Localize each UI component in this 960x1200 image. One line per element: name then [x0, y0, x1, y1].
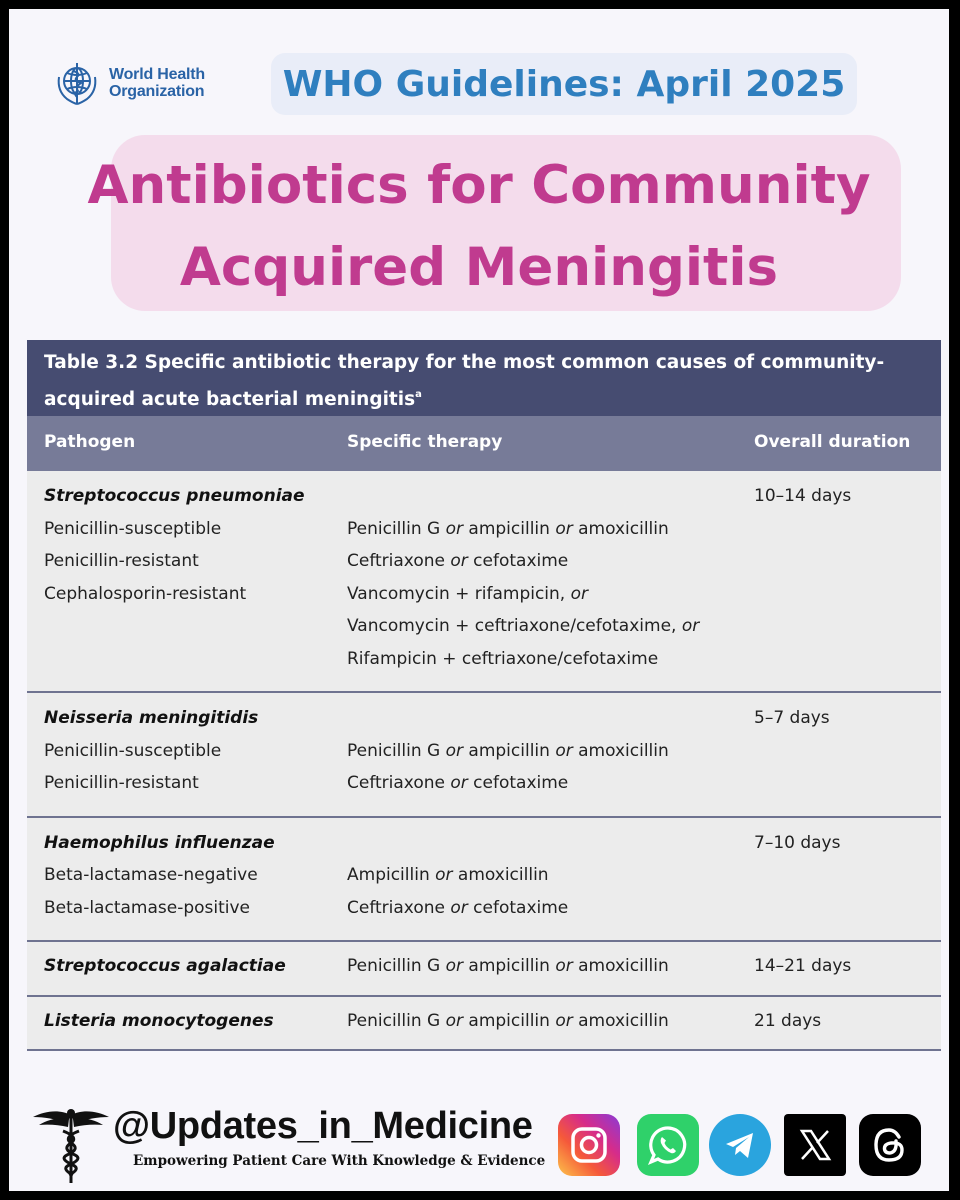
- who-name-line1: World Health: [109, 66, 205, 83]
- tagline: Empowering Patient Care With Knowledge & Evidence: [133, 1153, 546, 1169]
- antibiotic-table: [27, 340, 941, 1051]
- therapy-connector: or: [445, 1010, 463, 1031]
- whatsapp-link[interactable]: [637, 1114, 699, 1176]
- pathogen-row: [27, 829, 941, 862]
- subtype-cell: Penicillin-resistant: [44, 773, 199, 793]
- therapy-text: Ceftriaxone: [347, 773, 451, 793]
- therapy-text: Penicillin G: [347, 1010, 446, 1031]
- who-emblem-icon: [51, 57, 103, 109]
- therapy-connector: or: [445, 740, 463, 761]
- table-row: [27, 645, 941, 678]
- table-header-row: [27, 416, 941, 471]
- therapy-connector: or: [555, 518, 573, 539]
- x-icon: [792, 1122, 838, 1168]
- therapy-connector: or: [450, 551, 468, 571]
- account-handle: @Updates_in_Medicine: [113, 1105, 533, 1147]
- therapy-text: Ceftriaxone: [347, 897, 451, 918]
- guideline-banner: [271, 53, 857, 115]
- therapy-text: cefotaxime: [467, 897, 569, 918]
- therapy-text: ampicillin: [463, 740, 556, 761]
- pathogen-name: Streptococcus agalactiae: [44, 956, 286, 976]
- table-caption: [27, 340, 941, 416]
- therapy-connector: or: [445, 518, 463, 539]
- therapy-connector: or: [435, 865, 453, 885]
- table-row: [27, 547, 941, 580]
- therapy-text: Ceftriaxone: [347, 551, 451, 571]
- telegram-icon: [717, 1122, 763, 1168]
- therapy-cell: [347, 741, 669, 761]
- pathogen-group: [27, 942, 941, 997]
- pathogen-group: [27, 693, 941, 818]
- therapy-text: amoxicillin: [572, 740, 669, 761]
- therapy-text: Penicillin G: [347, 518, 446, 539]
- pathogen-name: Neisseria meningitidis: [44, 708, 259, 728]
- table-caption-line1: Table 3.2 Specific antibiotic therapy for the most common causes of community-: [44, 352, 885, 373]
- therapy-connector: or: [450, 773, 468, 793]
- pathogen-name: Haemophilus influenzae: [44, 832, 275, 853]
- infographic-page: [9, 9, 949, 1191]
- table-row: [27, 861, 941, 894]
- who-logo: [51, 57, 205, 109]
- subtype-cell: Beta-lactamase-positive: [44, 897, 251, 918]
- therapy-cell: [347, 519, 669, 539]
- pathogen-name: Listeria monocytogenes: [44, 1010, 274, 1031]
- therapy-text: ampicillin: [463, 1010, 556, 1031]
- pathogen-name: Streptococcus pneumoniae: [44, 486, 305, 506]
- banner-text: WHO Guidelines: April 2025: [282, 63, 846, 105]
- therapy-text: amoxicillin: [572, 1010, 669, 1031]
- subtype-cell: Penicillin-resistant: [44, 551, 199, 571]
- duration-cell: 5–7 days: [754, 708, 830, 728]
- therapy-cell: [347, 898, 568, 918]
- therapy-text: ampicillin: [463, 518, 556, 539]
- pathogen-group: [27, 818, 941, 943]
- column-header-therapy: Specific therapy: [347, 432, 503, 452]
- therapy-cell: [347, 773, 568, 793]
- pathogen-row: [27, 1007, 941, 1040]
- column-header-duration: Overall duration: [754, 432, 911, 452]
- instagram-icon: [566, 1122, 612, 1168]
- therapy-connector: or: [555, 1010, 573, 1031]
- table-row: [27, 737, 941, 770]
- duration-cell: 7–10 days: [754, 832, 841, 853]
- table-row: [27, 769, 941, 802]
- therapy-cell: [347, 616, 699, 636]
- pathogen-group: [27, 471, 941, 693]
- pathogen-row: [27, 704, 941, 737]
- table-row: [27, 894, 941, 927]
- threads-icon: [867, 1122, 913, 1168]
- pathogen-row: [27, 952, 941, 985]
- whatsapp-icon: [645, 1122, 691, 1168]
- page-title-line1: Antibiotics for Community: [87, 155, 871, 216]
- therapy-text: Ampicillin: [347, 865, 436, 885]
- table-row: [27, 515, 941, 548]
- therapy-text: amoxicillin: [572, 518, 669, 539]
- therapy-text: cefotaxime: [467, 551, 569, 571]
- therapy-cell: [347, 649, 658, 669]
- duration-cell: 21 days: [754, 1010, 822, 1031]
- therapy-text: Penicillin G: [347, 956, 446, 976]
- therapy-connector: or: [570, 583, 588, 604]
- therapy-text: Vancomycin + ceftriaxone/cefotaxime,: [347, 616, 682, 636]
- therapy-connector: or: [450, 897, 468, 918]
- duration-cell: 10–14 days: [754, 486, 852, 506]
- therapy-text: Rifampicin + ceftriaxone/cefotaxime: [347, 648, 659, 669]
- therapy-text: Penicillin G: [347, 740, 446, 761]
- therapy-connector: or: [555, 740, 573, 761]
- subtype-cell: Penicillin-susceptible: [44, 518, 222, 539]
- pathogen-row: [27, 482, 941, 515]
- who-name-line2: Organization: [109, 83, 205, 100]
- therapy-cell: [347, 551, 568, 571]
- therapy-connector: or: [555, 956, 573, 976]
- subtype-cell: Beta-lactamase-negative: [44, 865, 258, 885]
- duration-cell: 14–21 days: [754, 956, 852, 976]
- table-body: [27, 471, 941, 1051]
- therapy-connector: or: [445, 956, 463, 976]
- therapy-text: ampicillin: [463, 956, 556, 976]
- threads-link[interactable]: [859, 1114, 921, 1176]
- therapy-text: amoxicillin: [572, 956, 669, 976]
- caption-footnote-marker: a: [415, 389, 422, 400]
- therapy-cell: [347, 865, 549, 885]
- table-row: [27, 612, 941, 645]
- column-header-pathogen: Pathogen: [44, 432, 136, 452]
- table-caption-line2: acquired acute bacterial meningitis: [44, 389, 416, 410]
- therapy-connector: or: [681, 616, 700, 636]
- table-row: [27, 580, 941, 613]
- instagram-link[interactable]: [558, 1114, 620, 1176]
- subtype-cell: Cephalosporin-resistant: [44, 583, 247, 604]
- therapy-text: Vancomycin + rifampicin,: [347, 583, 571, 604]
- therapy-text: amoxicillin: [452, 865, 549, 885]
- subtype-cell: Penicillin-susceptible: [44, 740, 222, 761]
- x-link[interactable]: [784, 1114, 846, 1176]
- therapy-cell: [347, 956, 669, 976]
- pathogen-group: [27, 997, 941, 1052]
- telegram-link[interactable]: [709, 1114, 771, 1176]
- page-title-line2: Acquired Meningitis: [179, 237, 779, 298]
- therapy-cell: [347, 584, 588, 604]
- therapy-text: cefotaxime: [467, 773, 569, 793]
- therapy-cell: [347, 1011, 669, 1031]
- caduceus-icon: [31, 1105, 111, 1187]
